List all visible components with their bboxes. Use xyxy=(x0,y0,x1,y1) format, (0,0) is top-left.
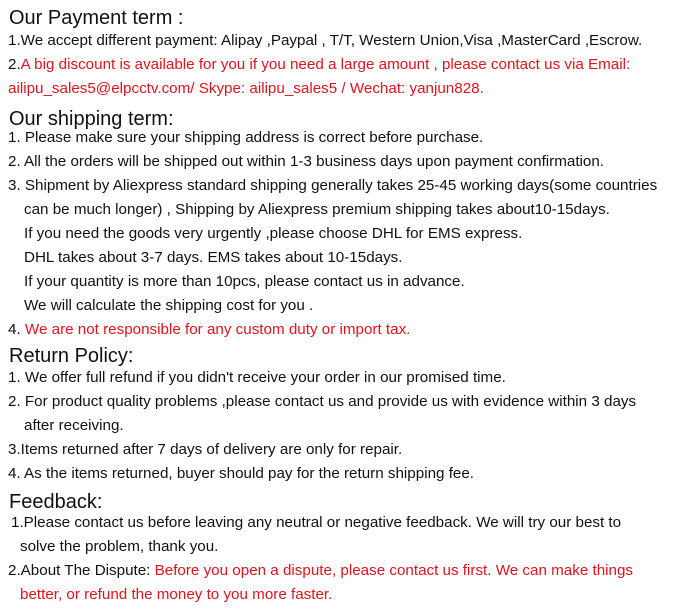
shipping-line-4-prefix: 4. xyxy=(8,321,25,338)
return-line-2: 2. For product quality problems ,please contact us and provide us with evidence within 3 days xyxy=(8,393,637,410)
payment-line-2 xyxy=(8,55,630,75)
payment-discount-text: A big discount is available for you if you need a large amount , please contact us via Email: xyxy=(20,56,631,73)
feedback-line-2b: better, or refund the money to you more faster. xyxy=(20,586,333,603)
return-line-4: 4. As the items returned, buyer should pay for the return shipping fee. xyxy=(8,465,475,482)
feedback-dispute-text: Before you open a dispute, please contact us first. We can make things xyxy=(154,562,634,579)
payment-contact-line: ailipu_sales5@elpcctv.com/ Skype: ailipu_sales5 / Wechat: yanjun828. xyxy=(8,80,484,97)
shipping-line-3b: can be much longer) , Shipping by Aliexpress premium shipping takes about10-15days. xyxy=(24,201,610,218)
return-line-2b: after receiving. xyxy=(24,417,124,434)
shipping-line-3: 3. Shipment by Aliexpress standard shipping generally takes 25-45 working days(some countries xyxy=(8,177,658,194)
feedback-heading: Feedback: xyxy=(9,491,103,513)
shipping-heading: Our shipping term: xyxy=(9,108,174,130)
shipping-line-2: 2. All the orders will be shipped out within 1-3 business days upon payment confirmation. xyxy=(8,153,605,170)
shipping-line-1: 1. Please make sure your shipping address is correct before purchase. xyxy=(8,129,484,146)
feedback-line-2 xyxy=(8,561,633,581)
return-line-1: 1. We offer full refund if you didn't receive your order in our promised time. xyxy=(8,369,506,386)
payment-heading: Our Payment term : xyxy=(9,7,184,29)
shipping-line-3f: We will calculate the shipping cost for you . xyxy=(24,297,314,314)
feedback-dispute-label: 2.About The Dispute: xyxy=(8,562,155,579)
shipping-line-3e: If your quantity is more than 10pcs, please contact us in advance. xyxy=(24,273,465,290)
payment-line-1: 1.We accept different payment: Alipay ,Paypal , T/T, Western Union,Visa ,MasterCard ,Escrow. xyxy=(8,32,643,49)
shipping-line-3d: DHL takes about 3-7 days. EMS takes about 10-15days. xyxy=(24,249,403,266)
shipping-duty-notice: We are not responsible for any custom duty or import tax. xyxy=(24,321,411,338)
shipping-line-4 xyxy=(8,320,410,340)
feedback-line-1b: solve the problem, thank you. xyxy=(20,538,219,555)
feedback-line-1: 1.Please contact us before leaving any neutral or negative feedback. We will try our best to xyxy=(11,514,622,531)
return-line-3: 3.Items returned after 7 days of delivery are only for repair. xyxy=(8,441,403,458)
payment-line-2-prefix: 2. xyxy=(8,56,21,73)
shipping-line-3c: If you need the goods very urgently ,please choose DHL for EMS express. xyxy=(24,225,523,242)
return-policy-heading: Return Policy: xyxy=(9,345,134,367)
